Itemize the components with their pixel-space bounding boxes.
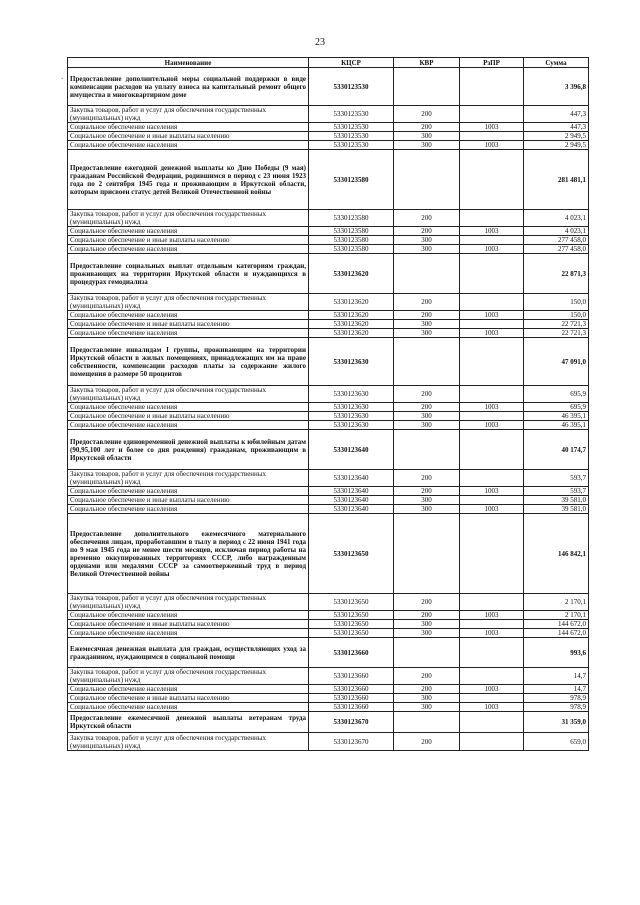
cell-rzpr: 1003 [460,245,524,254]
cell-kvr [394,638,460,668]
table-row [68,320,589,329]
cell-kcsr: 5330123580 [309,245,394,254]
cell-kvr: 200 [394,470,460,487]
cell-kcsr: 5330123640 [309,496,394,505]
cell-name: Закупка товаров, работ и услуг для обеспечения государственных (муниципальных) нужд [68,386,309,403]
cell-rzpr [460,733,524,751]
cell-sum: 22 721,3 [524,320,589,329]
cell-rzpr: 1003 [460,403,524,412]
table-row [68,487,589,496]
cell-kcsr: 5330123660 [309,694,394,703]
cell-sum: 46 395,1 [524,412,589,421]
cell-kvr: 300 [394,236,460,245]
page-number: 23 [315,37,325,48]
cell-name: Закупка товаров, работ и услуг для обеспечения государственных (муниципальных) нужд [68,594,309,611]
cell-kcsr: 5330123580 [309,210,394,227]
table-row [68,703,589,712]
margin-mark: · [61,75,64,83]
cell-rzpr: 1003 [460,141,524,150]
cell-name: Социальное обеспечение и иные выплаты населению [68,236,309,245]
cell-name: Социальное обеспечение населения [68,421,309,430]
header-rzpr: РзПР [460,58,524,68]
cell-kcsr: 5330123630 [309,412,394,421]
cell-sum: 144 672,0 [524,629,589,638]
cell-kvr: 200 [394,403,460,412]
cell-sum: 2 949,5 [524,141,589,150]
cell-rzpr: 1003 [460,703,524,712]
cell-sum: 146 842,1 [524,514,589,594]
cell-rzpr [460,694,524,703]
cell-sum: 46 395,1 [524,421,589,430]
cell-kcsr: 5330123670 [309,733,394,751]
cell-kvr: 300 [394,505,460,514]
table-section-row [68,68,589,106]
cell-kvr: 300 [394,132,460,141]
table-section-row [68,712,589,733]
cell-kcsr: 5330123530 [309,106,394,123]
cell-name: Социальное обеспечение населения [68,227,309,236]
cell-kcsr: 5330123620 [309,320,394,329]
cell-name: Социальное обеспечение и иные выплаты населению [68,620,309,629]
cell-sum: 659,0 [524,733,589,751]
cell-rzpr [460,470,524,487]
cell-kcsr: 5330123580 [309,150,394,210]
cell-rzpr: 1003 [460,685,524,694]
cell-name: Предоставление дополнительной меры социальной поддержки в виде компенсации расходов на уплату взноса на капитальный ремонт общего имущества в многоквартирном доме [68,68,309,106]
cell-kvr: 200 [394,733,460,751]
cell-name: Социальное обеспечение населения [68,487,309,496]
table-row [68,685,589,694]
cell-kcsr: 5330123630 [309,338,394,386]
table-row [68,611,589,620]
cell-kcsr: 5330123630 [309,386,394,403]
cell-kvr: 200 [394,123,460,132]
cell-sum: 2 949,5 [524,132,589,141]
table-row [68,412,589,421]
table-section-row [68,254,589,294]
cell-rzpr [460,668,524,685]
table-section-row [68,338,589,386]
cell-sum: 277 458,0 [524,236,589,245]
cell-name: Социальное обеспечение и иные выплаты населению [68,694,309,703]
cell-sum: 39 581,0 [524,496,589,505]
cell-kvr: 300 [394,320,460,329]
cell-sum: 4 023,1 [524,227,589,236]
cell-kvr: 300 [394,329,460,338]
cell-sum: 3 396,8 [524,68,589,106]
cell-name: Социальное обеспечение населения [68,141,309,150]
cell-kcsr: 5330123640 [309,430,394,470]
cell-kvr: 200 [394,106,460,123]
cell-kvr: 300 [394,245,460,254]
cell-rzpr: 1003 [460,329,524,338]
cell-sum: 22 721,3 [524,329,589,338]
cell-name: Закупка товаров, работ и услуг для обеспечения государственных (муниципальных) нужд [68,470,309,487]
table-row [68,227,589,236]
cell-rzpr [460,386,524,403]
cell-rzpr: 1003 [460,227,524,236]
cell-name: Предоставление инвалидам I группы, проживающим на территории Иркутской области в жилых помещениях, принадлежащих им на праве собственности, компенсации расходов платы за содержание жилого помещения в размере 50 процентов [68,338,309,386]
budget-table [67,57,589,751]
table-row [68,505,589,514]
cell-rzpr [460,338,524,386]
cell-sum: 14,7 [524,668,589,685]
cell-kcsr: 5330123530 [309,123,394,132]
cell-name: Предоставление социальных выплат отдельным категориям граждан, проживающих на территории Иркутской области и нуждающихся в процедурах гемодиализа [68,254,309,294]
cell-sum: 978,9 [524,703,589,712]
cell-kvr: 200 [394,311,460,320]
cell-rzpr: 1003 [460,487,524,496]
cell-kcsr: 5330123630 [309,403,394,412]
table-row [68,132,589,141]
cell-sum: 447,3 [524,106,589,123]
cell-kvr: 200 [394,227,460,236]
cell-sum: 978,9 [524,694,589,703]
cell-kcsr: 5330123620 [309,329,394,338]
cell-kvr: 200 [394,487,460,496]
cell-rzpr [460,236,524,245]
cell-rzpr [460,638,524,668]
cell-kvr: 200 [394,386,460,403]
table-row [68,245,589,254]
cell-name: Социальное обеспечение и иные выплаты населению [68,320,309,329]
cell-name: Социальное обеспечение населения [68,629,309,638]
table-row [68,236,589,245]
header-name: Наименование [68,58,309,68]
table-row [68,496,589,505]
cell-kcsr: 5330123620 [309,294,394,311]
table-section-row [68,150,589,210]
cell-kcsr: 5330123580 [309,227,394,236]
table-row [68,210,589,227]
cell-kcsr: 5330123640 [309,487,394,496]
cell-name: Закупка товаров, работ и услуг для обеспечения государственных (муниципальных) нужд [68,106,309,123]
cell-sum: 4 023,1 [524,210,589,227]
cell-name: Закупка товаров, работ и услуг для обеспечения государственных (муниципальных) нужд [68,733,309,751]
cell-sum: 695,9 [524,386,589,403]
cell-kvr: 300 [394,694,460,703]
cell-rzpr [460,514,524,594]
table-row [68,123,589,132]
cell-kcsr: 5330123660 [309,685,394,694]
cell-sum: 2 170,1 [524,594,589,611]
cell-kcsr: 5330123530 [309,68,394,106]
table-row [68,694,589,703]
cell-kcsr: 5330123620 [309,311,394,320]
cell-name: Предоставление единовременной денежной выплаты к юбилейным датам (90,95,100 лет и более со дня рождения) гражданам, проживающим в Иркутской области [68,430,309,470]
header-kcsr: КЦСР [309,58,394,68]
cell-rzpr: 1003 [460,611,524,620]
table-row [68,733,589,751]
table-row [68,594,589,611]
cell-name: Социальное обеспечение населения [68,403,309,412]
cell-name: Социальное обеспечение и иные выплаты населению [68,132,309,141]
cell-kvr: 300 [394,703,460,712]
cell-kvr [394,338,460,386]
cell-sum: 47 091,0 [524,338,589,386]
cell-kcsr: 5330123660 [309,703,394,712]
cell-rzpr: 1003 [460,629,524,638]
cell-name: Ежемесячная денежная выплата для граждан, осуществляющих уход за гражданином, нуждающимся в социальной помощи [68,638,309,668]
cell-kvr: 300 [394,496,460,505]
cell-kcsr: 5330123660 [309,668,394,685]
cell-rzpr [460,594,524,611]
cell-name: Социальное обеспечение населения [68,329,309,338]
cell-kcsr: 5330123650 [309,629,394,638]
cell-kcsr: 5330123530 [309,132,394,141]
cell-kvr: 200 [394,594,460,611]
table-header-row [68,58,589,68]
cell-rzpr: 1003 [460,505,524,514]
cell-sum: 22 871,3 [524,254,589,294]
cell-kvr: 200 [394,210,460,227]
cell-rzpr [460,496,524,505]
table-section-row [68,638,589,668]
table-row [68,620,589,629]
cell-name: Социальное обеспечение населения [68,611,309,620]
cell-rzpr [460,68,524,106]
cell-rzpr [460,712,524,733]
table-row [68,668,589,685]
cell-sum: 447,3 [524,123,589,132]
cell-sum: 281 481,1 [524,150,589,210]
cell-kcsr: 5330123650 [309,594,394,611]
cell-kvr [394,430,460,470]
header-kvr: КВР [394,58,460,68]
cell-kcsr: 5330123530 [309,141,394,150]
table-row [68,294,589,311]
table-row [68,106,589,123]
table-row [68,629,589,638]
table-section-row [68,430,589,470]
cell-kvr: 300 [394,141,460,150]
cell-rzpr [460,412,524,421]
cell-name: Предоставление дополнительного ежемесячного материального обеспечения лицам, проработавшим в тылу в период с 22 июня 1941 года по 9 мая 1945 года не менее шести месяцев, исключая период работы на временно оккупированных территориях СССР, либо награжденным орденами или медалями СССР за самоотверженный труд в период Великой Отечественной войны [68,514,309,594]
cell-name: Социальное обеспечение и иные выплаты населению [68,496,309,505]
cell-name: Социальное обеспечение населения [68,703,309,712]
cell-sum: 593,7 [524,470,589,487]
cell-rzpr [460,132,524,141]
cell-rzpr [460,150,524,210]
table-row [68,311,589,320]
cell-kvr: 300 [394,620,460,629]
cell-rzpr [460,430,524,470]
cell-kcsr: 5330123580 [309,236,394,245]
cell-sum: 14,7 [524,685,589,694]
cell-kcsr: 5330123630 [309,421,394,430]
cell-kcsr: 5330123650 [309,611,394,620]
cell-sum: 695,9 [524,403,589,412]
table-row [68,470,589,487]
cell-kvr: 200 [394,685,460,694]
cell-kvr: 200 [394,611,460,620]
cell-rzpr [460,106,524,123]
cell-name: Социальное обеспечение населения [68,505,309,514]
header-sum: Сумма [524,58,589,68]
cell-rzpr: 1003 [460,123,524,132]
cell-sum: 2 170,1 [524,611,589,620]
table-row [68,421,589,430]
cell-kvr [394,712,460,733]
cell-kvr [394,150,460,210]
table-row [68,386,589,403]
cell-kvr [394,514,460,594]
table-section-row [68,514,589,594]
cell-kvr [394,68,460,106]
cell-name: Социальное обеспечение населения [68,245,309,254]
cell-kcsr: 5330123640 [309,505,394,514]
cell-name: Предоставление ежегодной денежной выплаты ко Дню Победы (9 мая) гражданам Российской Федерации, родившимся в период с 23 июня 1923 года по 2 сентября 1945 года и проживающим в Иркутской области, которым присвоен статус детей Великой Отечественной войны [68,150,309,210]
cell-sum: 150,0 [524,311,589,320]
cell-kvr [394,254,460,294]
cell-sum: 150,0 [524,294,589,311]
cell-name: Социальное обеспечение населения [68,123,309,132]
cell-kcsr: 5330123670 [309,712,394,733]
cell-sum: 144 672,0 [524,620,589,629]
cell-kcsr: 5330123650 [309,620,394,629]
cell-kcsr: 5330123640 [309,470,394,487]
cell-kvr: 200 [394,668,460,685]
cell-sum: 593,7 [524,487,589,496]
cell-kvr: 300 [394,629,460,638]
cell-kcsr: 5330123620 [309,254,394,294]
cell-name: Закупка товаров, работ и услуг для обеспечения государственных (муниципальных) нужд [68,210,309,227]
cell-rzpr [460,254,524,294]
table-body [68,68,589,751]
cell-rzpr [460,294,524,311]
cell-sum: 993,6 [524,638,589,668]
cell-kcsr: 5330123660 [309,638,394,668]
cell-name: Закупка товаров, работ и услуг для обеспечения государственных (муниципальных) нужд [68,294,309,311]
cell-rzpr [460,210,524,227]
cell-name: Социальное обеспечение и иные выплаты населению [68,412,309,421]
cell-name: Предоставление ежемесячной денежной выплаты ветеранам труда Иркутской области [68,712,309,733]
cell-name: Закупка товаров, работ и услуг для обеспечения государственных (муниципальных) нужд [68,668,309,685]
cell-sum: 39 581,0 [524,505,589,514]
cell-sum: 31 359,0 [524,712,589,733]
cell-kvr: 300 [394,421,460,430]
cell-rzpr [460,320,524,329]
table-row [68,403,589,412]
cell-name: Социальное обеспечение населения [68,685,309,694]
table-row [68,329,589,338]
cell-name: Социальное обеспечение населения [68,311,309,320]
cell-sum: 40 174,7 [524,430,589,470]
cell-sum: 277 458,0 [524,245,589,254]
cell-rzpr: 1003 [460,311,524,320]
cell-rzpr: 1003 [460,421,524,430]
cell-kvr: 200 [394,294,460,311]
cell-kcsr: 5330123650 [309,514,394,594]
table-row [68,141,589,150]
cell-kvr: 300 [394,412,460,421]
cell-rzpr [460,620,524,629]
